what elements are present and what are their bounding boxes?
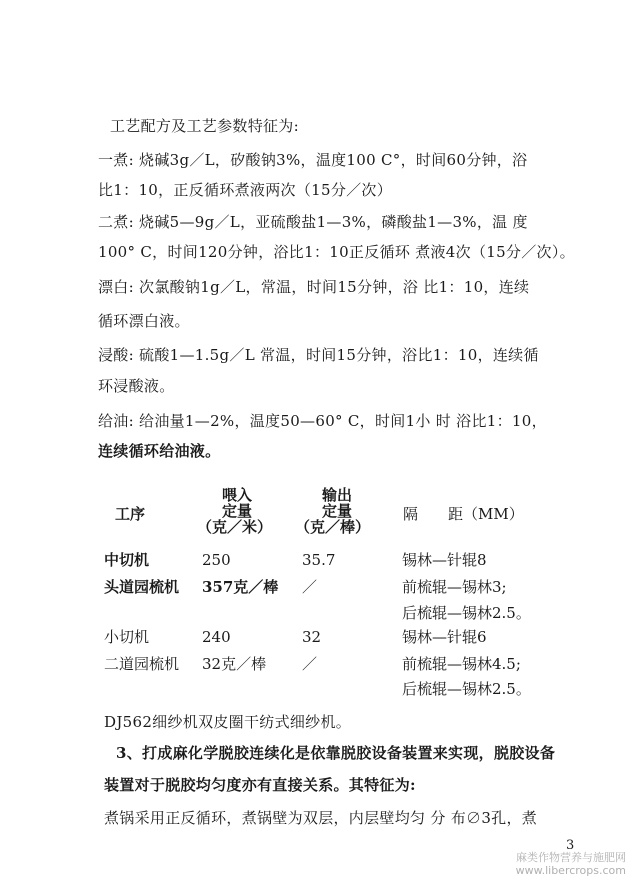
paragraph-line: 浸酸: 硫酸1—1.5g／L 常温，时间15分钟，浴比1：10，连续循 <box>98 346 539 364</box>
table-header-output: 定量 <box>322 502 353 520</box>
table-header-process: 工序 <box>115 505 146 523</box>
table-cell-gap: 前梳辊—锡林3; <box>402 578 507 596</box>
table-cell-process: 小切机 <box>104 628 150 646</box>
table-header-output: （克／棒） <box>295 518 371 536</box>
table-cell-output: 32 <box>302 628 322 646</box>
paragraph-line: 一煮: 烧碱3g／L，矽酸钠3%，温度100 C°，时间60分钟，浴 <box>98 151 528 169</box>
table-cell-gap: 后梳辊—锡林2.5。 <box>402 604 531 622</box>
paragraph-line: 煮锅采用正反循环，煮锅壁为双层，内层壁均匀 分 布∅3孔，煮 <box>104 809 538 827</box>
intro-line: 工艺配方及工艺参数特征为: <box>110 117 299 135</box>
watermark-line: 麻类作物营养与施肥网 <box>516 851 626 864</box>
table-header-feed: （克／米） <box>197 518 273 536</box>
page-number: 3 <box>566 838 575 853</box>
paragraph-line: DJ562细纱机双皮圈干纺式细纱机。 <box>104 713 352 731</box>
table-cell-output: ／ <box>302 578 318 596</box>
table-header-output: 输出 <box>322 486 353 504</box>
table-cell-gap: 锡林—针辊8 <box>402 551 487 569</box>
table-header-feed: 喂入 <box>222 486 253 504</box>
table-cell-gap: 锡林—针辊6 <box>402 628 487 646</box>
table-cell-process: 头道园梳机 <box>104 578 180 596</box>
paragraph-line: 3、打成麻化学脱胶连续化是依靠脱胶设备装置来实现，脱胶设备 <box>116 744 556 762</box>
watermark-line: www.libercrops.com <box>515 864 626 877</box>
table-cell-feed: 240 <box>202 628 231 646</box>
table-cell-gap: 前梳辊—锡林4.5; <box>402 655 521 673</box>
table-cell-output: 35.7 <box>302 551 336 569</box>
table-cell-process: 中切机 <box>104 551 150 569</box>
paragraph-line: 100° C，时间120分钟，浴比1：10正反循环 煮液4次（15分／次）。 <box>98 243 575 261</box>
table-cell-output: ／ <box>302 655 318 673</box>
paragraph-line: 漂白: 次氯酸钠1g／L，常温，时间15分钟，浴 比1：10，连续 <box>98 278 530 296</box>
table-cell-feed: 32克／棒 <box>202 655 267 673</box>
paragraph-line: 比1：10，正反循环煮液两次（15分／次） <box>98 181 393 199</box>
paragraph-line: 连续循环给油液。 <box>98 442 221 460</box>
paragraph-line: 二煮: 烧碱5—9g／L，亚硫酸盐1—3%，磷酸盐1—3%，温 度 <box>98 213 528 231</box>
paragraph-line: 环浸酸液。 <box>98 377 175 395</box>
paragraph-line: 装置对于脱胶均匀度亦有直接关系。其特征为: <box>104 776 416 794</box>
paragraph-line: 给油: 给油量1—2%，温度50—60° C，时间1小 时 浴比1：10， <box>98 412 547 430</box>
table-cell-process: 二道园梳机 <box>104 655 180 673</box>
table-header-feed: 定量 <box>222 502 253 520</box>
table-cell-gap: 后梳辊—锡林2.5。 <box>402 680 531 698</box>
table-cell-feed: 357克／棒 <box>202 578 279 596</box>
paragraph-line: 循环漂白液。 <box>98 312 190 330</box>
table-header-gap: 隔 距（MM） <box>403 505 524 523</box>
watermark <box>516 851 626 877</box>
table-cell-feed: 250 <box>202 551 231 569</box>
